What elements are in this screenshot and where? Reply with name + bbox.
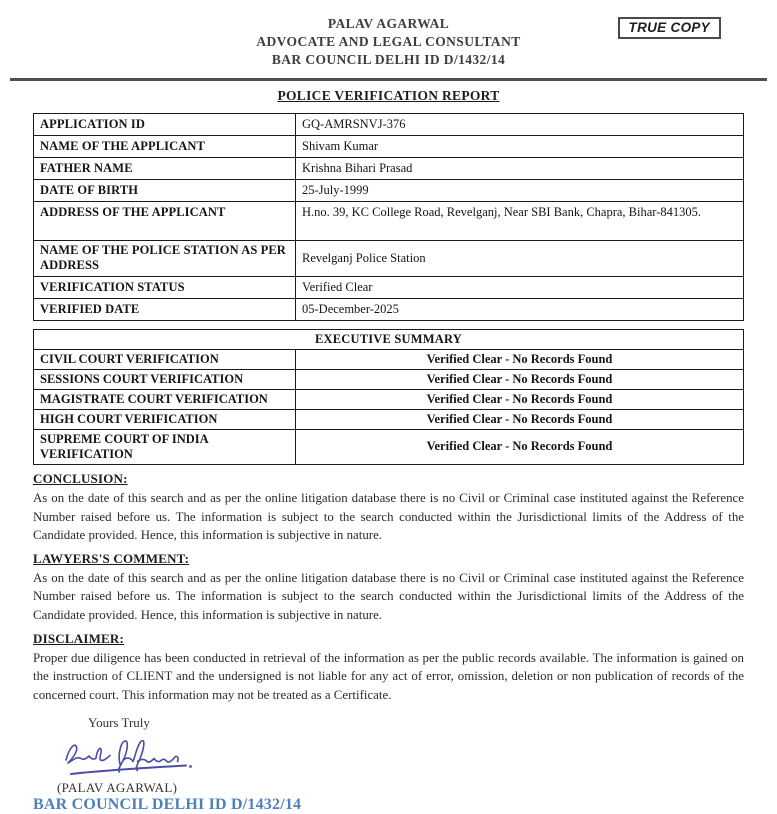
signature-block [33, 715, 744, 814]
table-row [34, 136, 744, 158]
detail-label: NAME OF THE POLICE STATION AS PER ADDRESS [34, 241, 296, 277]
lawyers-comment-heading: LAWYERS'S COMMENT: [33, 550, 190, 566]
signatory-bar-id: BAR COUNCIL DELHI ID D/1432/14 [33, 796, 302, 814]
advocate-bar-id: BAR COUNCIL DELHI ID D/1432/14 [271, 52, 506, 67]
detail-value: GQ-AMRSNVJ-376 [296, 114, 744, 136]
detail-label: VERIFIED DATE [34, 299, 296, 321]
detail-label: ADDRESS OF THE APPLICANT [34, 202, 296, 241]
table-row [34, 114, 744, 136]
table-row [34, 390, 744, 410]
executive-summary-table [33, 329, 744, 465]
detail-label: VERIFICATION STATUS [34, 277, 296, 299]
executive-summary-title: EXECUTIVE SUMMARY [34, 330, 744, 350]
table-row [34, 241, 744, 277]
court-result: Verified Clear - No Records Found [296, 430, 744, 465]
court-label: SESSIONS COURT VERIFICATION [34, 370, 296, 390]
detail-label: FATHER NAME [34, 158, 296, 180]
court-result: Verified Clear - No Records Found [296, 390, 744, 410]
court-label: CIVIL COURT VERIFICATION [34, 350, 296, 370]
detail-value: Verified Clear [296, 277, 744, 299]
detail-value: 05-December-2025 [296, 299, 744, 321]
advocate-role: ADVOCATE AND LEGAL CONSULTANT [256, 34, 521, 49]
disclaimer-section [33, 631, 744, 705]
signatory-name: (PALAV AGARWAL) [57, 780, 178, 796]
table-row [34, 430, 744, 465]
detail-value: Krishna Bihari Prasad [296, 158, 744, 180]
salutation: Yours Truly [88, 715, 150, 731]
disclaimer-heading: DISCLAIMER: [33, 630, 125, 646]
court-label: HIGH COURT VERIFICATION [34, 410, 296, 430]
court-result: Verified Clear - No Records Found [296, 350, 744, 370]
applicant-details-table [33, 113, 744, 321]
detail-label: APPLICATION ID [34, 114, 296, 136]
lawyers-comment-section [33, 551, 744, 625]
table-row [34, 180, 744, 202]
table-header-row [34, 330, 744, 350]
court-label: SUPREME COURT OF INDIA VERIFICATION [34, 430, 296, 465]
report-title: POLICE VERIFICATION REPORT [277, 88, 500, 103]
advocate-name: PALAV AGARWAL [327, 16, 450, 31]
true-copy-stamp: TRUE COPY [618, 17, 721, 39]
court-result: Verified Clear - No Records Found [296, 410, 744, 430]
detail-label: NAME OF THE APPLICANT [34, 136, 296, 158]
conclusion-heading: CONCLUSION: [33, 471, 128, 486]
conclusion-body: As on the date of this search and as per the online litigation database there is no Civil or Criminal case instituted against the Reference Number raised before us. The information is subject to the search conducted within the Jurisdictional limits of the Address of the Candidate provided. Hence, this information is subjective in nature. [33, 491, 744, 543]
table-row [34, 370, 744, 390]
detail-value: Revelganj Police Station [296, 241, 744, 277]
detail-value: H.no. 39, KC College Road, Revelganj, Near SBI Bank, Chapra, Bihar-841305. [296, 202, 744, 241]
table-row [34, 158, 744, 180]
detail-value: 25-July-1999 [296, 180, 744, 202]
table-row [34, 350, 744, 370]
court-label: MAGISTRATE COURT VERIFICATION [34, 390, 296, 410]
detail-value: Shivam Kumar [296, 136, 744, 158]
detail-label: DATE OF BIRTH [34, 180, 296, 202]
table-row [34, 277, 744, 299]
court-result: Verified Clear - No Records Found [296, 370, 744, 390]
lawyers-comment-body: As on the date of this search and as per the online litigation database there is no Civil or Criminal case instituted against the Reference Number raised before us. The information is subject to the search conducted within the Jurisdictional limits of the Address of the Candidate provided. Hence, this information is subjective in nature. [33, 570, 744, 622]
table-row [34, 410, 744, 430]
header-divider [10, 78, 767, 81]
disclaimer-body: Proper due diligence has been conducted in retrieval of the information as per the public records available. The information is gained on the instruction of CLIENT and the undersigned is not liable for any act of error, omission, deletion or non publication of records of the concerned court. This information may not be treated as a Certificate. [33, 650, 744, 702]
table-row [34, 202, 744, 241]
table-row [34, 299, 744, 321]
signature-ink-icon [59, 734, 219, 780]
conclusion-section [33, 471, 744, 545]
